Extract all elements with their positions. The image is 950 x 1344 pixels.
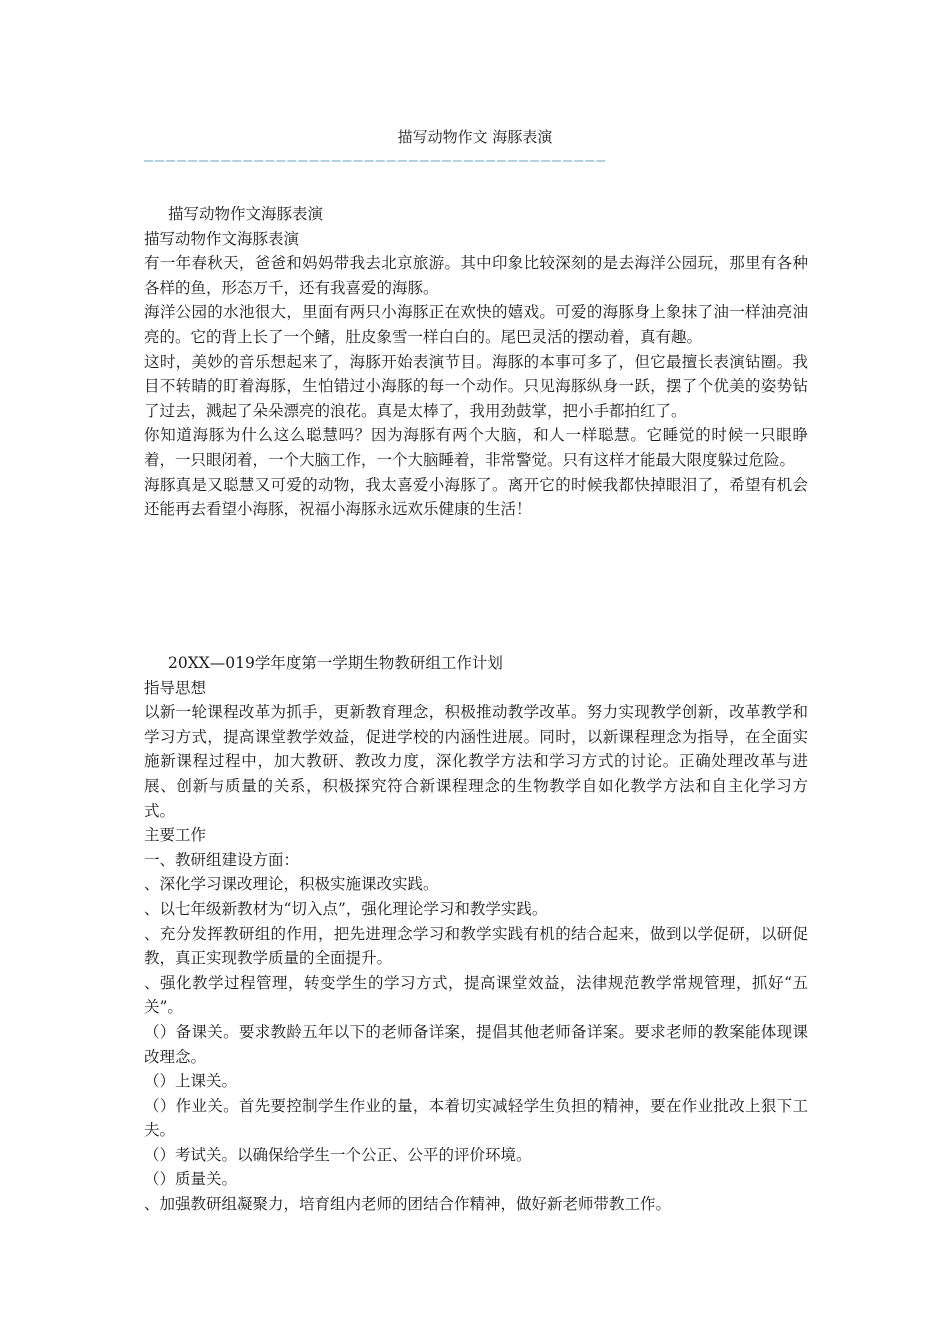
work-plan-title: 20XX—019学年度第一学期生物教研组工作计划 xyxy=(168,654,503,672)
plan-list-item: 、以七年级新教材为“切入点”，强化理论学习和教学实践。 xyxy=(144,899,548,918)
plan-list-item: 、强化教学过程管理，转变学生的学习方式，提高课堂效益，法律规范教学常规管理，抓好“五关”。 xyxy=(144,973,808,1017)
essay-paragraph: 描写动物作文海豚表演 xyxy=(144,229,300,248)
plan-list-item: 、充分发挥教研组的作用，把先进理念学习和教学实践有机的结合起来，做到以学促研，以研促教，真正实现教学质量的全面提升。 xyxy=(144,924,808,968)
plan-list-item: （）质量关。 xyxy=(144,1170,238,1189)
plan-list-item: （）作业关。首先要控制学生作业的量，本着切实减轻学生负担的精神，要在作业批改上狠下工夫。 xyxy=(144,1096,808,1140)
essay-paragraph: 你知道海豚为什么这么聪慧吗？因为海豚有两个大脑，和人一样聪慧。它睡觉的时候一只眼睁着，一只眼闭着，一个大脑工作，一个大脑睡着，非常警觉。只有这样才能最大限度躲过危险。 xyxy=(144,426,808,469)
essay-paragraph: 海豚真是又聪慧又可爱的动物，我太喜爱小海豚了。离开它的时候我都快掉眼泪了，希望有机会还能再去看望小海豚，祝福小海豚永远欢乐健康的生活！ xyxy=(144,475,808,519)
plan-list-item: （）上课关。 xyxy=(144,1072,238,1091)
essay-paragraph: 这时，美妙的音乐想起来了，海豚开始表演节目。海豚的本事可多了，但它最擅长表演钻圈。我目不转睛的盯着海豚，生怕错过小海豚的每一个动作。只见海豚纵身一跃，摆了个优美的姿势钻了过去，溅起了朵朵漂亮的浪花。真是太棒了，我用劲鼓掌，把小手都拍红了。 xyxy=(144,352,808,420)
document-header-title: 描写动物作文 海豚表演 xyxy=(397,128,553,146)
section-heading: 主要工作 xyxy=(144,826,207,845)
plan-list-item: 、加强教研组凝聚力，培育组内老师的团结合作精神，做好新老师带教工作。 xyxy=(144,1195,672,1214)
plan-list-item: 、深化学习课改理论，积极实施课改实践。 xyxy=(144,875,439,894)
plan-list-item: 一、教研组建设方面： xyxy=(144,850,300,869)
header-divider: —————————————————————————————————————————— xyxy=(144,151,608,169)
essay-section xyxy=(144,202,808,522)
plan-list-item: （）备课关。要求教龄五年以下的老师备详案，提倡其他老师备详案。要求老师的教案能体现课改理念。 xyxy=(144,1022,808,1066)
section-heading: 指导思想 xyxy=(144,678,207,697)
work-plan-section xyxy=(144,651,808,1217)
plan-paragraph: 以新一轮课程改革为抓手，更新教育理念，积极推动教学改革。努力实现教学创新，改革教学和学习方式，提高课堂教学效益，促进学校的内涵性进展。同时，以新课程理念为指导，在全面实施新课程过程中，加大教研、教改力度，深化教学方法和学习方式的讨论。正确处理改革与进展、创新与质量的关系，积极探究符合新课程理念的生物教学自如化教学方法和自主化学习方式。 xyxy=(144,703,808,820)
essay-title: 描写动物作文海豚表演 xyxy=(168,205,324,223)
essay-paragraph: 海洋公园的水池很大，里面有两只小海豚正在欢快的嬉戏。可爱的海豚身上象抹了油一样油亮油亮的。它的背上长了一个鳍，肚皮象雪一样白白的。尾巴灵活的摆动着，真有趣。 xyxy=(144,303,808,346)
essay-paragraph: 有一年春秋天，爸爸和妈妈带我去北京旅游。其中印象比较深刻的是去海洋公园玩，那里有各种各样的鱼，形态万千，还有我喜爱的海豚。 xyxy=(144,254,808,297)
plan-list-item: （）考试关。以确保给学生一个公正、公平的评价环境。 xyxy=(144,1145,532,1164)
